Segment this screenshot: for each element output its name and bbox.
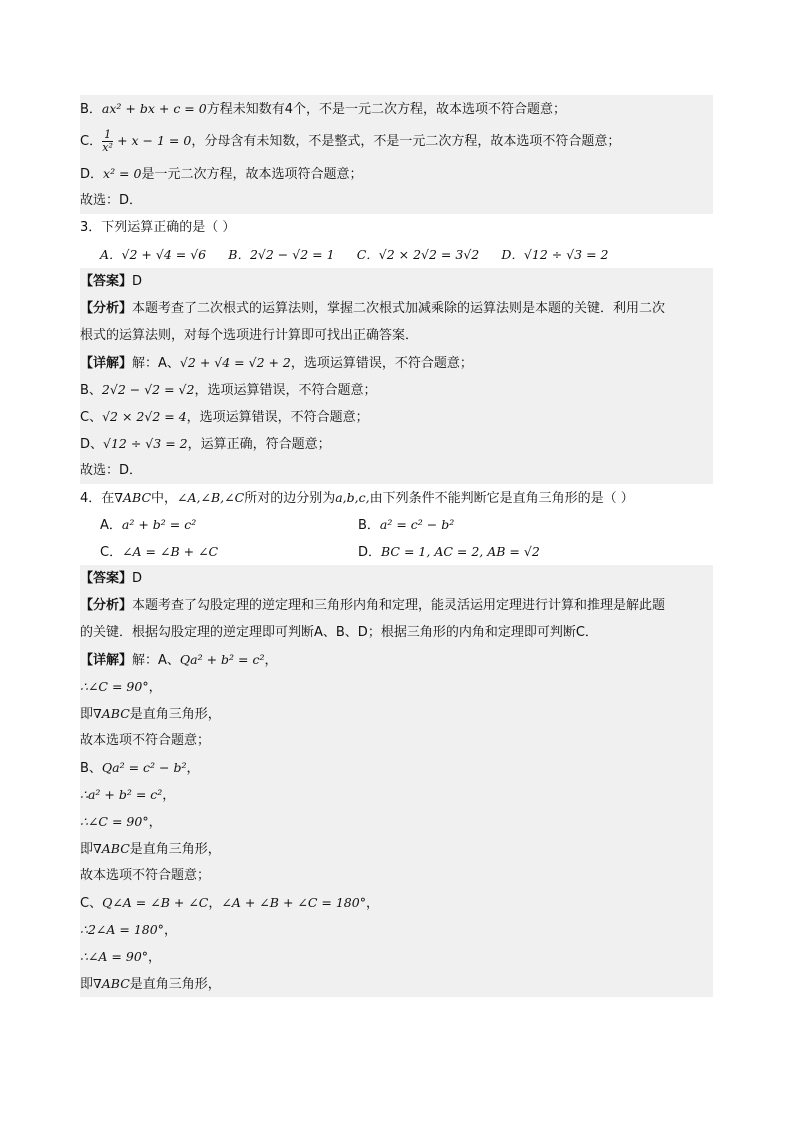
question-3: 3．下列运算正确的是（ ） bbox=[80, 220, 236, 235]
option-d: D．BC = 1, AC = 2, AB = √2 bbox=[358, 544, 540, 560]
detail-line: 即∇ABC是直角三角形， bbox=[80, 970, 713, 997]
choice-line: 故选：D． bbox=[80, 187, 713, 214]
answer-line: 【答案】D bbox=[80, 565, 713, 592]
detail-line: 故本选项不符合题意； bbox=[80, 727, 713, 754]
option-c: C．√2 × 2√2 = 3√2 bbox=[356, 247, 480, 262]
detail-line: 故本选项不符合题意； bbox=[80, 862, 713, 889]
detail-line: 【详解】解：A、√2 + √4 = √2 + 2，选项运算错误，不符合题意； bbox=[80, 349, 713, 376]
detail-line: ∴2∠A = 180°， bbox=[80, 916, 713, 943]
option-d: D．√12 ÷ √3 = 2 bbox=[501, 247, 609, 262]
option-b: B．2√2 − √2 = 1 bbox=[228, 247, 335, 262]
fraction: $\frac{1}{\text{x²}}$ bbox=[102, 128, 113, 154]
detail-line: ∴∠C = 90°， bbox=[80, 673, 713, 700]
analysis-line: 【分析】本题考查了二次根式的运算法则，掌握二次根式加减乘除的运算法则是本题的关键．利用二次 bbox=[80, 295, 713, 322]
solution-line: C． $\frac{1}{\text{x²}}$ + x − 1 = 0，分母含有未知数，不是整式，不是一元二次方程，故本选项不符合题意； bbox=[80, 122, 713, 160]
option-a: A．√2 + √4 = √6 bbox=[100, 247, 207, 262]
analysis-line: 【分析】本题考查了勾股定理的逆定理和三角形内角和定理，能灵活运用定理进行计算和推理是解此题 bbox=[80, 592, 713, 619]
detail-line: 即∇ABC是直角三角形， bbox=[80, 700, 713, 727]
option-b: B．a² = c² − b² bbox=[358, 517, 455, 533]
question-4: 4．在∇ABC中，∠A,∠B,∠C所对的边分别为a,b,c,由下列条件不能判断它是直角三角形的是（ ） bbox=[80, 490, 634, 506]
detail-line: D、√12 ÷ √3 = 2，运算正确，符合题意； bbox=[80, 430, 713, 457]
solution-line: B．ax² + bx + c = 0方程未知数有4个，不是一元二次方程，故本选项不符合题意； bbox=[80, 95, 713, 122]
detail-line: C、Q∠A = ∠B + ∠C，∠A + ∠B + ∠C = 180°， bbox=[80, 889, 713, 916]
question-4-options-row2 bbox=[80, 538, 713, 565]
detail-line: B、Qa² = c² − b²， bbox=[80, 754, 713, 781]
question-3-options bbox=[80, 241, 713, 268]
detail-line: B、2√2 − √2 = √2，选项运算错误，不符合题意； bbox=[80, 376, 713, 403]
detail-line: C、√2 × 2√2 = 4，选项运算错误，不符合题意； bbox=[80, 403, 713, 430]
solution-line: D．x² = 0是一元二次方程，故本选项符合题意； bbox=[80, 160, 713, 187]
question-4-options-row1 bbox=[80, 511, 713, 538]
detail-line: 【详解】解：A、Qa² + b² = c²， bbox=[80, 646, 713, 673]
choice-line: 故选：D． bbox=[80, 457, 713, 484]
detail-line: ∴a² + b² = c²， bbox=[80, 781, 713, 808]
detail-line: ∴∠C = 90°， bbox=[80, 808, 713, 835]
answer-line: 【答案】D bbox=[80, 268, 713, 295]
detail-line: 即∇ABC是直角三角形， bbox=[80, 835, 713, 862]
detail-line: ∴∠A = 90°， bbox=[80, 943, 713, 970]
option-a: A．a² + b² = c² bbox=[100, 517, 197, 533]
analysis-line: 根式的运算法则，对每个选项进行计算即可找出正确答案． bbox=[80, 322, 713, 349]
analysis-line: 的关键．根据勾股定理的逆定理即可判断A、B、D；根据三角形的内角和定理即可判断C． bbox=[80, 619, 713, 646]
document-page bbox=[80, 95, 713, 997]
option-c: C．∠A = ∠B + ∠C bbox=[100, 544, 219, 560]
